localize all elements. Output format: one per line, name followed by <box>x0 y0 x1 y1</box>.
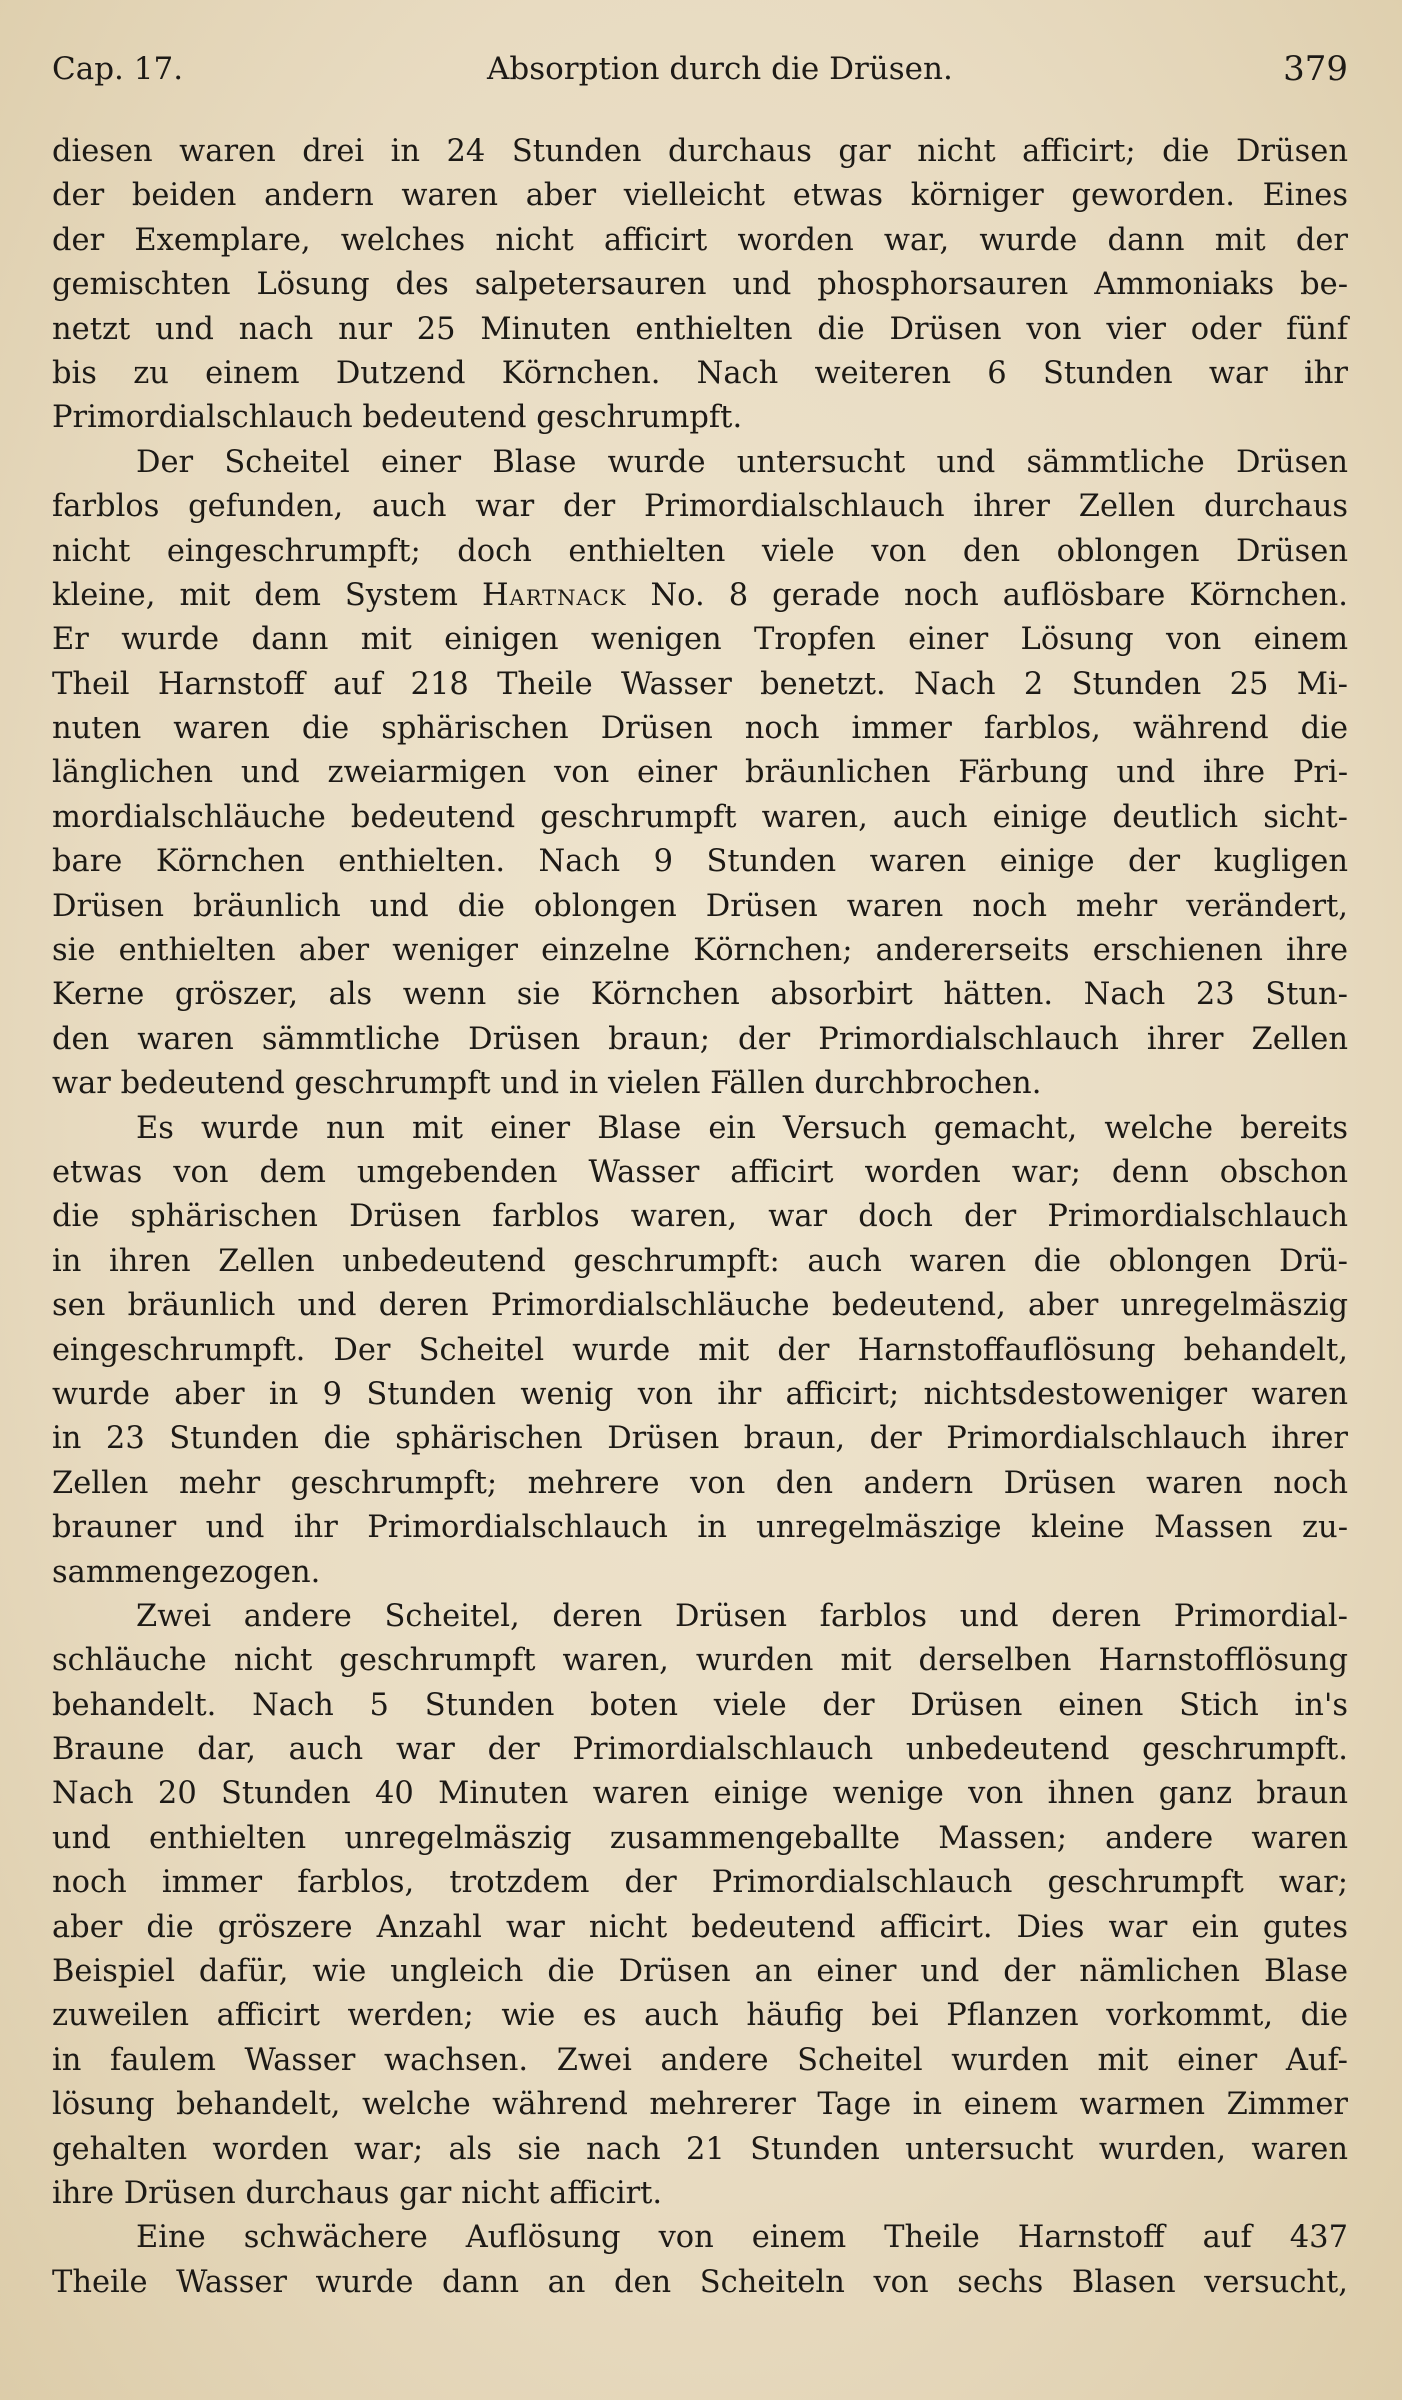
text-line: Es wurde nun mit einer Blase ein Versuch gemacht, welche bereits <box>136 1110 1348 1146</box>
text-line: aber die gröszere Anzahl war nicht bedeutend afficirt. Dies war ein gutes <box>52 1909 1348 1945</box>
text-line: Zwei andere Scheitel, deren Drüsen farblos und deren Primordial- <box>136 1598 1348 1634</box>
text-line: der beiden andern waren aber vielleicht etwas körniger geworden. Eines <box>52 178 1348 214</box>
text-line: mordialschläuche bedeutend geschrumpft waren, auch einige deutlich sicht- <box>52 799 1348 835</box>
text-line: behandelt. Nach 5 Stunden boten viele der Drüsen einen Stich in's <box>52 1687 1348 1723</box>
text-line: Theil Harnstoff auf 218 Theile Wasser benetzt. Nach 2 Stunden 25 Mi- <box>52 666 1348 702</box>
text-line: der Exemplare, welches nicht afficirt worden war, wurde dann mit der <box>52 222 1348 258</box>
text-line: farblos gefunden, auch war der Primordialschlauch ihrer Zellen durchaus <box>52 489 1348 525</box>
text-line: brauner und ihr Primordialschlauch in unregelmäszige kleine Massen zu- <box>52 1510 1348 1546</box>
text-line: diesen waren drei in 24 Stunden durchaus gar nicht afficirt; die Drüsen <box>52 134 1348 169</box>
running-title: Absorption durch die Drüsen. <box>487 51 953 87</box>
text-line: noch immer farblos, trotzdem der Primordialschlauch geschrumpft war; <box>52 1865 1348 1901</box>
page-number: 379 <box>1283 49 1348 89</box>
text-line: bare Körnchen enthielten. Nach 9 Stunden waren einige der kugligen <box>52 844 1348 880</box>
text-line: bis zu einem Dutzend Körnchen. Nach weiteren 6 Stunden war ihr <box>52 355 1348 391</box>
text-line: Primordialschlauch bedeutend geschrumpft. <box>52 400 743 436</box>
text-line: wurde aber in 9 Stunden wenig von ihr afficirt; nichtsdestoweniger waren <box>52 1376 1348 1412</box>
text-line: schläuche nicht geschrumpft waren, wurden mit derselben Harnstofflösung <box>52 1643 1348 1679</box>
text-line: länglichen und zweiarmigen von einer bräunlichen Färbung und ihre Pri- <box>52 755 1348 791</box>
text-line: zuweilen afficirt werden; wie es auch häufig bei Pflanzen vorkommt, die <box>52 1998 1348 2034</box>
text-line: etwas von dem umgebenden Wasser afficirt worden war; denn obschon <box>52 1154 1348 1190</box>
text-line: Nach 20 Stunden 40 Minuten waren einige wenige von ihnen ganz braun <box>52 1776 1348 1812</box>
text-line: kleine, mit dem System Hartnack No. 8 gerade noch auflösbare Körnchen. <box>52 577 1348 613</box>
text-line: gehalten worden war; als sie nach 21 Stunden untersucht wurden, waren <box>52 2131 1348 2167</box>
text-line: nuten waren die sphärischen Drüsen noch immer farblos, während die <box>52 711 1348 747</box>
text-line: sie enthielten aber weniger einzelne Körnchen; andererseits erschienen ihre <box>52 933 1348 969</box>
text-line: eingeschrumpft. Der Scheitel wurde mit der Harnstoffauflösung behandelt, <box>52 1332 1348 1368</box>
running-head <box>52 44 1348 94</box>
text-line: Kerne gröszer, als wenn sie Körnchen absorbirt hätten. Nach 23 Stun- <box>52 977 1348 1013</box>
text-line: lösung behandelt, welche während mehrerer Tage in einem warmen Zimmer <box>52 2087 1348 2123</box>
text-line: Eine schwächere Auflösung von einem Theile Harnstoff auf 437 <box>136 2220 1348 2256</box>
body-text <box>52 130 1348 2305</box>
text-line: Theile Wasser wurde dann an den Scheiteln von sechs Blasen versucht, <box>52 2264 1348 2300</box>
text-line: den waren sämmtliche Drüsen braun; der Primordialschlauch ihrer Zellen <box>52 1021 1348 1057</box>
text-line: ihre Drüsen durchaus gar nicht afficirt. <box>52 2175 663 2211</box>
text-line: und enthielten unregelmäszig zusammengeballte Massen; andere waren <box>52 1820 1348 1856</box>
chapter-label: Cap. 17. <box>52 51 184 87</box>
text-line: in 23 Stunden die sphärischen Drüsen braun, der Primordialschlauch ihrer <box>52 1421 1348 1457</box>
text-line: netzt und nach nur 25 Minuten enthielten die Drüsen von vier oder fünf <box>52 311 1348 347</box>
text-line: die sphärischen Drüsen farblos waren, war doch der Primordialschlauch <box>52 1199 1348 1235</box>
author-name-smallcaps: Hartnack <box>481 577 627 613</box>
text-line: Er wurde dann mit einigen wenigen Tropfen einer Lösung von einem <box>52 622 1348 658</box>
text-line: Drüsen bräunlich und die oblongen Drüsen waren noch mehr verändert, <box>52 888 1348 924</box>
text-line: Braune dar, auch war der Primordialschlauch unbedeutend geschrumpft. <box>52 1732 1348 1768</box>
text-line: nicht eingeschrumpft; doch enthielten viele von den oblongen Drüsen <box>52 533 1348 569</box>
text-line: Der Scheitel einer Blase wurde untersucht und sämmtliche Drüsen <box>136 444 1348 480</box>
text-line: gemischten Lösung des salpetersauren und phosphorsauren Ammoniaks be- <box>52 267 1348 303</box>
text-line: Beispiel dafür, wie ungleich die Drüsen an einer und der nämlichen Blase <box>52 1954 1348 1990</box>
text-line: sammengezogen. <box>52 1554 321 1590</box>
text-line: in ihren Zellen unbedeutend geschrumpft: auch waren die oblongen Drü- <box>52 1243 1348 1279</box>
text-line: war bedeutend geschrumpft und in vielen Fällen durchbrochen. <box>52 1066 1042 1102</box>
text-line: Zellen mehr geschrumpft; mehrere von den andern Drüsen waren noch <box>52 1465 1348 1501</box>
text-line: in faulem Wasser wachsen. Zwei andere Scheitel wurden mit einer Auf- <box>52 2042 1348 2078</box>
text-line: sen bräunlich und deren Primordialschläuche bedeutend, aber unregelmäszig <box>52 1288 1348 1324</box>
